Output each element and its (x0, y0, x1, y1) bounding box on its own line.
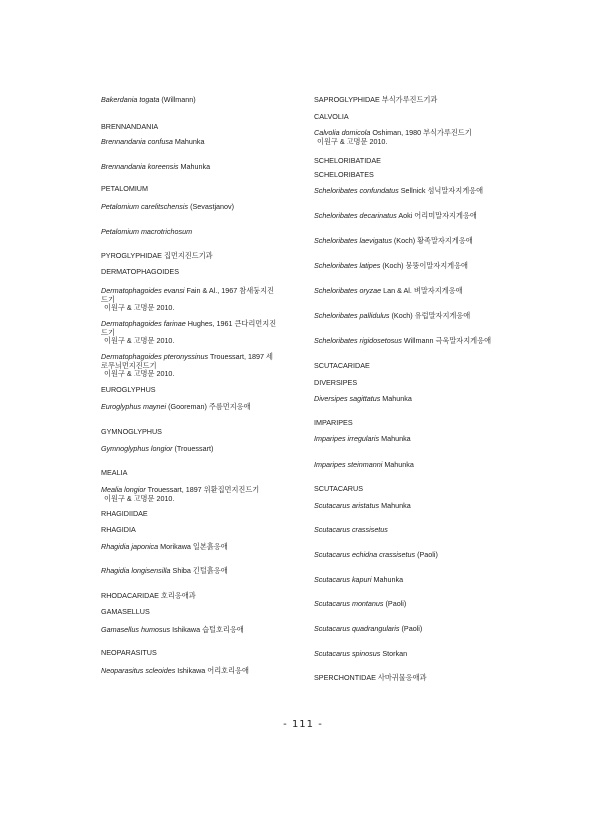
species-name: Neoparasitus scleoides (101, 666, 176, 675)
korean-name-continued: 로무늬먼지진드기 (101, 360, 157, 370)
species-name: Mealia longior (101, 485, 146, 494)
species-name: Scutacarus kapuri (314, 575, 372, 584)
species-name: Scheloribates rigidosetosus (314, 336, 402, 345)
reference: 이원구 & 고명문 2010. (104, 336, 175, 346)
left-entry (101, 386, 156, 395)
taxon-heading: SCHELORIBATIDAE (314, 156, 381, 165)
left-entry (101, 123, 158, 132)
species-name: Gamasellus humosus (101, 625, 171, 634)
korean-name: 세 (264, 352, 273, 361)
species-name: Scheloribates confundatus (314, 186, 399, 195)
author: Mahunka (380, 394, 412, 403)
right-entry (314, 362, 370, 371)
right-entry (314, 674, 427, 683)
korean-name: 어리미말자지게응애 (412, 211, 477, 220)
right-entry (314, 395, 412, 404)
taxon-heading: DIVERSIPES (314, 378, 358, 387)
species-name: Scheloribates oryzae (314, 286, 382, 295)
left-entry (101, 486, 259, 503)
author: Mahunka (371, 575, 404, 584)
right-entry (314, 526, 388, 535)
taxon-heading: SCHELORIBATES (314, 170, 374, 179)
right-entry (314, 576, 403, 585)
taxon-heading: NEOPARASITUS (101, 648, 157, 657)
species-name: Scheloribates latipes (314, 261, 381, 270)
korean-name-continued: 드기 (101, 294, 115, 304)
left-entry (101, 268, 179, 277)
left-entry (101, 203, 234, 212)
author: Trouessart, 1897 (145, 485, 202, 494)
author: Storkan (380, 649, 408, 658)
species-name: Scutacarus montanus (314, 599, 384, 608)
author: Fain & Al., 1967 (184, 286, 238, 295)
left-entry (101, 403, 251, 412)
korean-name: 긴털흙응애 (190, 566, 228, 575)
right-entry (314, 502, 411, 511)
right-entry (314, 113, 349, 122)
species-name: Imparipes irregularis (314, 434, 380, 443)
taxon-heading: GYMNOGLYPHUS (101, 427, 162, 436)
taxon-heading: RHAGIDIA (101, 525, 136, 534)
author: (Gooreman) (166, 402, 207, 411)
reference: 이원구 & 고명문 2010. (104, 369, 175, 379)
left-entry (101, 526, 136, 535)
right-entry (314, 650, 407, 659)
page-number: - 111 - (283, 719, 323, 730)
reference: 이원구 & 고명문 2010. (104, 303, 175, 313)
author: (Trouessart) (172, 444, 214, 453)
korean-name: 극욱말자지게응애 (433, 336, 492, 345)
author: Mahunka (382, 460, 414, 469)
species-name: Scutacarus aristatus (314, 501, 380, 510)
taxon-heading: CALVOLIA (314, 112, 349, 121)
taxon-heading: SAPROGLYPHIDAE (314, 95, 380, 104)
right-entry (314, 600, 406, 609)
right-entry (314, 625, 422, 634)
species-name: Diversipes sagittatus (314, 394, 381, 403)
left-entry (101, 252, 213, 261)
species-name: Euroglyphus maynei (101, 402, 167, 411)
species-name: Rhagidia longisensilla (101, 566, 171, 575)
taxon-heading: PETALOMIUM (101, 184, 148, 193)
taxon-heading: SCUTACARUS (314, 484, 363, 493)
korean-name: 위환집먼지진드기 (201, 485, 260, 494)
left-entry (101, 592, 196, 601)
korean-name: 황족말자지게응애 (415, 236, 473, 245)
taxon-heading: SCUTACARIDAE (314, 361, 370, 370)
left-entry (101, 228, 192, 237)
korean-name: 부식가루진드기과 (379, 95, 438, 104)
left-entry (101, 353, 273, 379)
taxon-heading: SPERCHONTIDAE (314, 673, 376, 682)
right-entry (314, 129, 472, 146)
left-entry (101, 510, 148, 519)
author: Morikawa (158, 542, 191, 551)
left-entry (101, 428, 162, 437)
author: Aoki (396, 211, 413, 220)
author: Willmann (401, 336, 434, 345)
species-name: Scutacarus quadrangularis (314, 624, 400, 633)
korean-name: 벼말자지게응애 (411, 286, 463, 295)
taxon-heading: PYROGLYPHIDAE (101, 251, 162, 260)
species-name: Calvolia domicola (314, 128, 371, 137)
left-entry (101, 185, 148, 194)
species-name: Gymnoglyphus longior (101, 444, 173, 453)
left-entry (101, 608, 150, 617)
left-entry (101, 626, 244, 635)
korean-name: 주름먼지응애 (206, 402, 251, 411)
author: Mahunka (379, 434, 411, 443)
korean-name: 섬닉말자지게응애 (425, 186, 484, 195)
taxon-heading: RHODACARIDAE (101, 591, 159, 600)
left-entry (101, 320, 276, 346)
korean-name: 일본흙응애 (190, 542, 228, 551)
right-entry (314, 237, 473, 246)
species-name: Scheloribates pallidulus (314, 311, 390, 320)
author: (Paoli) (399, 624, 423, 633)
korean-name: 유럽말자지게응애 (412, 311, 471, 320)
right-entry (314, 187, 483, 196)
right-entry (314, 551, 438, 560)
korean-name: 뭉뚱이말자지게응애 (403, 261, 468, 270)
korean-name: 집먼지진드기과 (161, 251, 213, 260)
korean-name-continued: 드기 (101, 327, 115, 337)
species-name: Bakerdania togata (101, 95, 160, 104)
author: Shiba (170, 566, 191, 575)
right-entry (314, 485, 363, 494)
species-name: Dermatophagoides evansi (101, 286, 185, 295)
author: Lan & Al. (381, 286, 412, 295)
right-entry (314, 419, 353, 428)
author: Mahunka (178, 162, 211, 171)
author: Ishikawa (175, 666, 206, 675)
author: (Koch) (389, 311, 413, 320)
species-name: Dermatophagoides farinae (101, 319, 186, 328)
species-name: Imparipes steinmanni (314, 460, 383, 469)
author: (Paoli) (383, 599, 407, 608)
author: Trouessart, 1897 (208, 352, 265, 361)
taxon-heading: MEALIA (101, 468, 128, 477)
species-name: Petalomium macrotrichosum (101, 227, 193, 236)
left-entry (101, 96, 196, 105)
right-entry (314, 461, 414, 470)
right-entry (314, 435, 411, 444)
species-name: Petalomium carelitschensis (101, 202, 189, 211)
left-entry (101, 649, 157, 658)
author: (Paoli) (415, 550, 438, 559)
species-name: Scheloribates laevigatus (314, 236, 392, 245)
author: (Willmann) (159, 95, 196, 104)
author: Mahunka (172, 137, 205, 146)
korean-name: 습털호리응애 (200, 625, 244, 634)
right-entry (314, 96, 437, 105)
korean-name: 사마귀물응애과 (375, 673, 427, 682)
reference: 이원구 & 고명문 2010. (317, 136, 388, 146)
right-entry (314, 379, 357, 388)
author: (Sevastjanov) (188, 202, 235, 211)
left-entry (101, 163, 210, 172)
korean-name: 부식가루진드기 (421, 128, 472, 137)
author: Hughes, 1961 (185, 319, 233, 328)
species-name: Rhagidia japonica (101, 542, 159, 551)
species-name: Scutacarus crassisetus (314, 525, 388, 534)
taxon-heading: EUROGLYPHUS (101, 385, 156, 394)
left-entry (101, 567, 228, 576)
author: Ishikawa (170, 625, 201, 634)
species-name: Scutacarus spinosus (314, 649, 381, 658)
author: Sellnick (398, 186, 426, 195)
species-name: Dermatophagoides pteronyssinus (101, 352, 209, 361)
right-entry (314, 212, 477, 221)
right-entry (314, 287, 463, 296)
right-entry (314, 262, 468, 271)
korean-name: 참새둥지진 (237, 286, 274, 295)
taxon-heading: DERMATOPHAGOIDES (101, 267, 180, 276)
korean-name: 큰다리먼지진 (232, 319, 277, 328)
right-entry (314, 337, 491, 346)
right-entry (314, 157, 381, 166)
left-entry (101, 667, 249, 676)
reference: 이원구 & 고명문 2010. (104, 493, 175, 503)
taxon-heading: RHAGIDIIDAE (101, 509, 148, 518)
left-entry (101, 445, 213, 454)
right-entry (314, 171, 374, 180)
left-entry (101, 469, 127, 478)
species-name: Scutacarus echidna crassisetus (314, 550, 416, 559)
author: Mahunka (379, 501, 411, 510)
taxon-heading: BRENNANDANIA (101, 122, 159, 131)
author: Oshiman, 1980 (370, 128, 422, 137)
left-entry (101, 287, 274, 313)
taxon-heading: GAMASELLUS (101, 607, 150, 616)
species-name: Brennandania koreensis (101, 162, 179, 171)
species-name: Scheloribates decarinatus (314, 211, 397, 220)
right-entry (314, 312, 470, 321)
korean-name: 어리호리응애 (205, 666, 249, 675)
korean-name: 호리응애과 (158, 591, 196, 600)
left-entry (101, 138, 205, 147)
author: (Koch) (380, 261, 404, 270)
species-name: Brennandania confusa (101, 137, 173, 146)
author: (Koch) (391, 236, 416, 245)
taxon-heading: IMPARIPES (314, 418, 353, 427)
left-entry (101, 543, 228, 552)
